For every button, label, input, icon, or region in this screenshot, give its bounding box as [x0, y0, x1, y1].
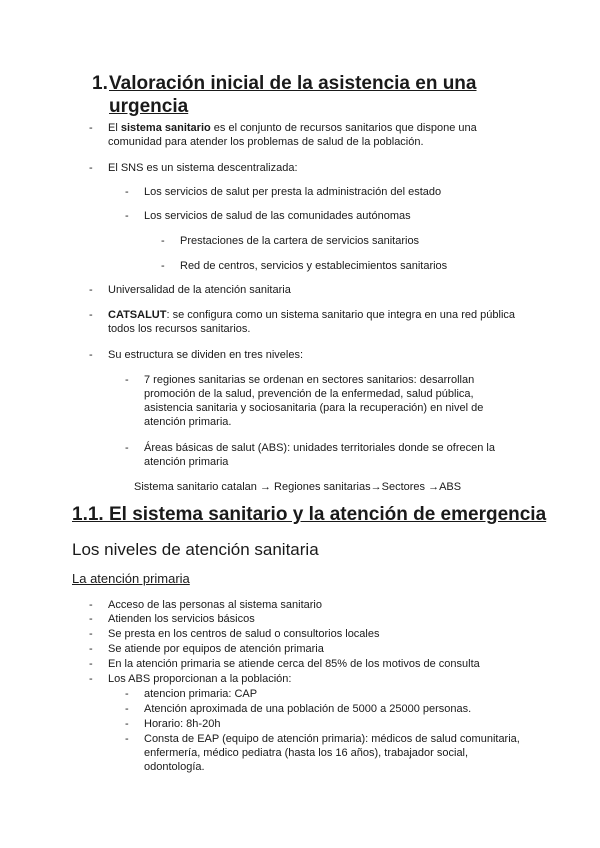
sub-sub-item-red: - Red de centros, servicios y establecimientos sanitarios	[161, 260, 448, 272]
sub-list-item: - Horario: 8h-20h	[125, 718, 221, 730]
subsubsection-heading: La atención primaria	[72, 571, 190, 586]
sub-list-item: - Consta de EAP (equipo de atención primaria): médicos de salud comunitaria, enfermería, médico pediatra (hasta los 16 años), trabajador social, odontología.	[125, 733, 520, 773]
sub-list-item: - Atención aproximada de una población de 5000 a 25000 personas.	[125, 703, 472, 715]
list-item: - Acceso de las personas al sistema sanitario	[89, 599, 322, 611]
list-item-universalidad: - Universalidad de la atención sanitaria	[89, 284, 291, 296]
bold-term: CATSALUT	[108, 309, 167, 321]
sub-sub-item-cartera: - Prestaciones de la cartera de servicios sanitarios	[161, 235, 420, 247]
list-item: - Se presta en los centros de salud o consultorios locales	[89, 628, 380, 640]
sub-list-item: - atencion primaria: CAP	[125, 688, 258, 700]
sub-item-abs: - Áreas básicas de salut (ABS): unidades territoriales donde se ofrecen la atención primaria	[125, 442, 495, 468]
section-heading: 1.1. El sistema sanitario y la atención de emergencia	[72, 504, 547, 525]
sub-item-regiones: - 7 regiones sanitarias se ordenan en sectores sanitarios: desarrollan promoción de la salud, prevención de la enfermedad, salud pública, asistencia sanitaria y sociosanitaria (para la recuperación) en nivel de atención primaria.	[125, 374, 484, 428]
list-item-sistema-sanitario: - El sistema sanitario es el conjunto de recursos sanitarios que dispone una comunidad para atender los problemas de salud de la población.	[89, 122, 477, 148]
subsection-heading: Los niveles de atención sanitaria	[72, 540, 319, 559]
list-item: - Atienden los servicios básicos	[89, 613, 255, 625]
flow-line: Sistema sanitario catalan → Regiones sanitarias→Sectores →ABS	[134, 481, 462, 493]
list-item-catsalut: - CATSALUT: se configura como un sistema sanitario que integra en una red pública todos los recursos sanitarios.	[89, 309, 516, 335]
list-item-sns: - El SNS es un sistema descentralizada:	[89, 162, 298, 174]
sub-item-autonomas: - Los servicios de salud de las comunidades autónomas	[125, 210, 411, 222]
list-item-estructura: - Su estructura se dividen en tres niveles:	[89, 349, 304, 361]
sub-item-estado: - Los servicios de salut per presta la administración del estado	[125, 186, 442, 198]
list-item: - Se atiende por equipos de atención primaria	[89, 643, 324, 655]
bold-term: sistema sanitario	[120, 122, 211, 134]
heading-number: 1.	[92, 73, 108, 94]
list-item: - Los ABS proporcionan a la población:	[89, 673, 292, 685]
heading-title: Valoración inicial de la asistencia en una urgencia	[109, 73, 477, 117]
list-item: - En la atención primaria se atiende cerca del 85% de los motivos de consulta	[89, 658, 480, 670]
main-heading	[92, 72, 512, 118]
